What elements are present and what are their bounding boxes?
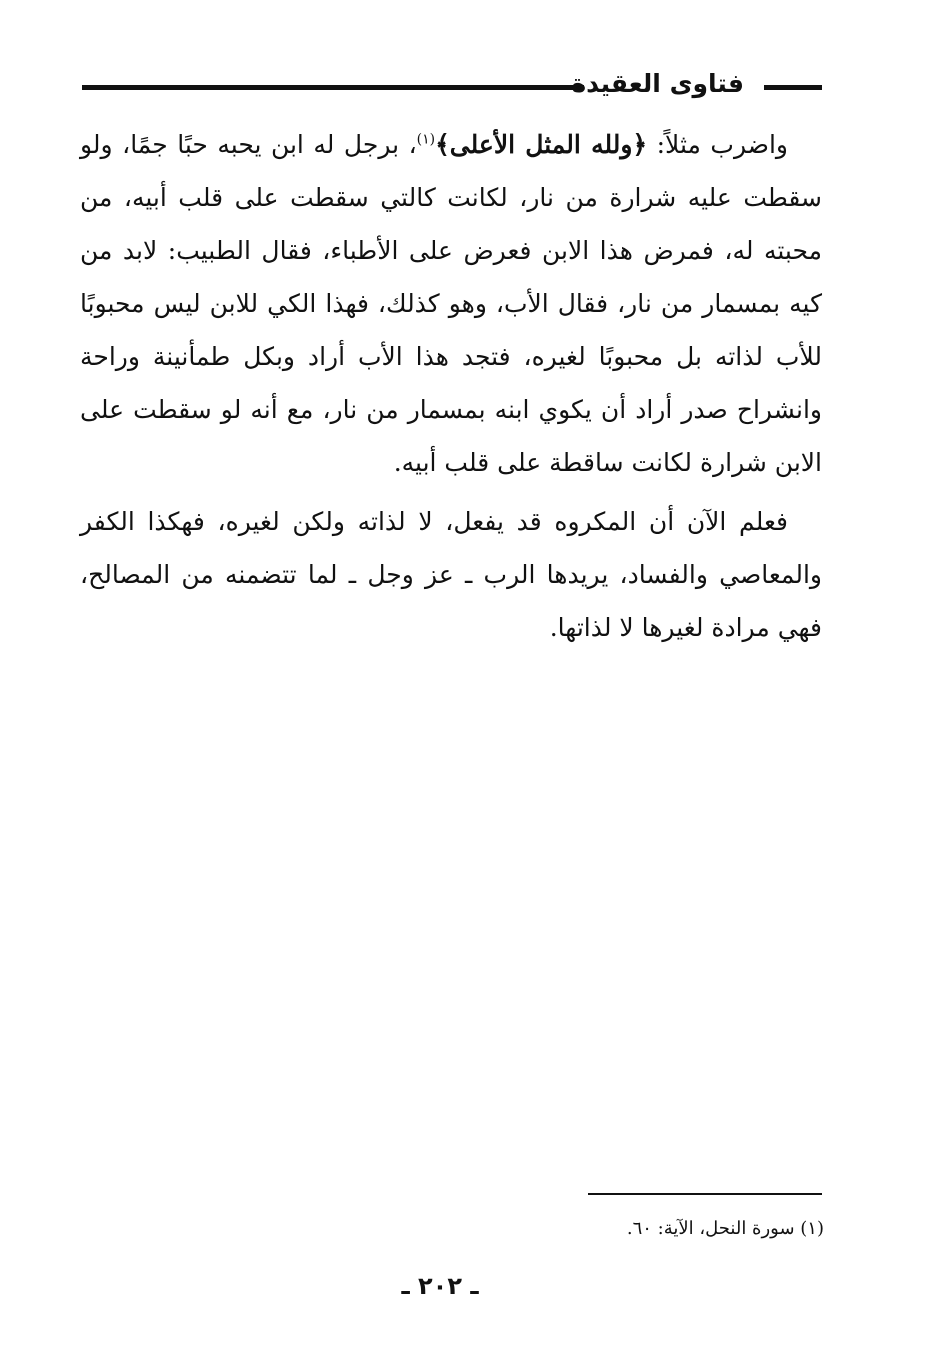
header-title: فتاوى العقيدة — [571, 69, 744, 98]
paragraph-2: فعلم الآن أن المكروه قد يفعل، لا لذاته ولكن لغيره، فهكذا الكفر والمعاصي والفساد، يريدها الرب ـ عز وجل ـ لما تتضمنه من المصالح، فهي مرادة لغيرها لا لذاتها. — [80, 507, 822, 642]
quran-quote: ﴿ولله المثل الأعلى﴾ — [435, 130, 648, 159]
header-rule — [82, 85, 584, 90]
footnote-separator — [588, 1193, 822, 1195]
paragraph-1 — [80, 118, 822, 489]
page-number: ـ ٢٠٢ ـ — [401, 1272, 479, 1300]
footnote-reference[interactable]: (١) — [416, 131, 436, 148]
main-text — [80, 118, 822, 654]
paragraph-1-body: ، برجل له ابن يحبه حبًا جمًا، ولو سقطت عليه شرارة من نار، لكانت كالتي سقطت على قلب أبيه، من محبته له، فمرض هذا الابن فعرض على الأطباء، فقال الطبيب: لابد من كيه بمسمار من نار، فقال الأب، وهو كذلك، فهذا الكي للابن ليس محبوبًا للأب لذاته بل محبوبًا لغيره، فتجد هذا الأب أراد وبكل طمأنينة وراحة وانشراح صدر أراد أن يكوي ابنه بمسمار من نار، مع أنه لو سقطت على الابن شرارة لكانت ساقطة على قلب أبيه. — [80, 130, 822, 477]
paragraph-1-intro: واضرب مثلاً: — [647, 130, 788, 159]
header-rule-short — [764, 85, 822, 90]
running-header — [82, 60, 822, 108]
footnote: (١) سورة النحل، الآية: ٦٠. — [626, 1218, 824, 1239]
